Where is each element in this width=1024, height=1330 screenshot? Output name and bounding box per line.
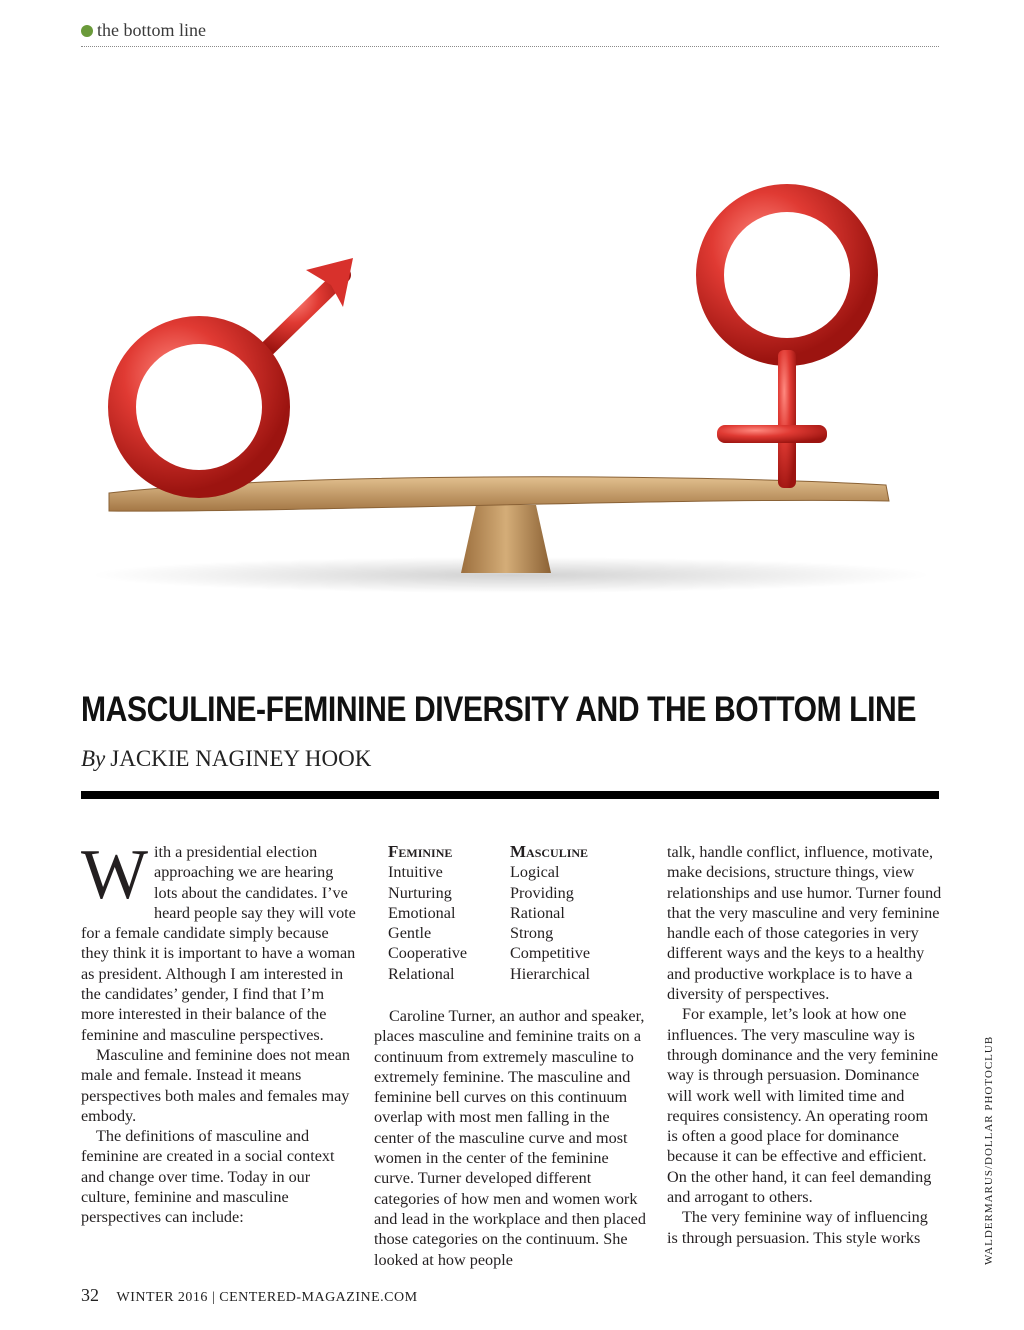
trait-item: Intuitive (388, 863, 443, 882)
footer-separator: | (211, 1290, 216, 1305)
byline (81, 746, 371, 772)
paragraph (81, 836, 356, 1045)
paragraph: The definitions of masculine and feminine are created in a social context and change over time. Today in our culture, feminine and masculine perspectives can include: (81, 1127, 335, 1227)
photo-credit: WALDERMARUS/DOLLAR PHOTOCLUB (983, 1035, 995, 1265)
article-column-1 (81, 836, 356, 1228)
feminine-traits-column (388, 842, 508, 984)
seesaw-gender-symbols-illustration (81, 175, 939, 605)
article-title: MASCULINE-FEMININE DIVERSITY AND THE BOTTOM LINE (81, 690, 917, 729)
drop-cap: W (81, 836, 149, 914)
paragraph: Masculine and feminine does not mean male and female. Instead it means perspectives both males and females may embody. (81, 1045, 350, 1125)
trait-item: Nurturing (388, 883, 452, 902)
trait-item: Hierarchical (510, 964, 590, 983)
page-number: 32 (81, 1285, 99, 1305)
male-symbol (122, 258, 353, 484)
paragraph: The very feminine way of influencing is through persuasion. This style works (667, 1208, 928, 1247)
issue-label: WINTER 2016 (116, 1290, 208, 1305)
trait-item: Logical (510, 863, 560, 882)
masculine-traits-column (510, 842, 630, 984)
masculine-heading: Masculine (510, 842, 589, 861)
paragraph: Caroline Turner, an author and speaker, places masculine and feminine traits on a continuum from extremely masculine to extremely feminine. The masculine and feminine bell curves on this continuum overlap with most men falling in the center of the masculine curve and most women in the center of the feminine curve. Turner developed different categories of how men and women work and lead in the workplace and then placed those categories on the continuum. She looked at how people (374, 1007, 646, 1269)
trait-item: Competitive (510, 944, 591, 963)
section-label: the bottom line (97, 20, 206, 40)
page-footer (81, 1285, 418, 1306)
article-column-3 (667, 842, 942, 1248)
trait-item: Strong (510, 924, 554, 943)
paragraph: For example, let’s look at how one influences. The very masculine way is through dominance and the very feminine way is through persuasion. Dominance will work well with limited time and requires consistency. An operating room is often a good place for dominance because it can be effective and efficient. On the other hand, it can feel demanding and arrogant to others. (667, 1005, 939, 1207)
trait-item: Relational (388, 964, 455, 983)
trait-item: Gentle (388, 924, 432, 943)
trait-item: Cooperative (388, 944, 468, 963)
paragraph: talk, handle conflict, influence, motivate, make decisions, structure things, view relationships and use humor. Turner found that the very masculine and very feminine handle each of those categories in very different ways and the keys to a healthy and productive workplace is to have a diversity of perspectives. (667, 843, 942, 1004)
author-name: JACKIE NAGINEY HOOK (110, 746, 372, 771)
website-label: CENTERED-MAGAZINE.COM (219, 1290, 418, 1305)
byline-prefix: By (81, 746, 106, 771)
section-dot-icon (81, 25, 93, 37)
female-symbol (710, 198, 864, 488)
title-divider (81, 791, 939, 799)
trait-item: Rational (510, 903, 565, 922)
seesaw-fulcrum (461, 505, 551, 573)
section-header (81, 20, 939, 47)
trait-item: Providing (510, 883, 574, 902)
trait-item: Emotional (388, 903, 456, 922)
article-column-2 (374, 1006, 649, 1270)
paragraph-text: ith a presidential election approaching we are hearing lots about the candidates. I’ve heard people say they will vote for a female candidate simply because they think it is important to have a woman as president. Although I am interested in the candidates’ gender, I find that I’m more interested in their balance of the feminine and masculine perspectives. (81, 843, 356, 1044)
feminine-heading: Feminine (388, 842, 453, 861)
